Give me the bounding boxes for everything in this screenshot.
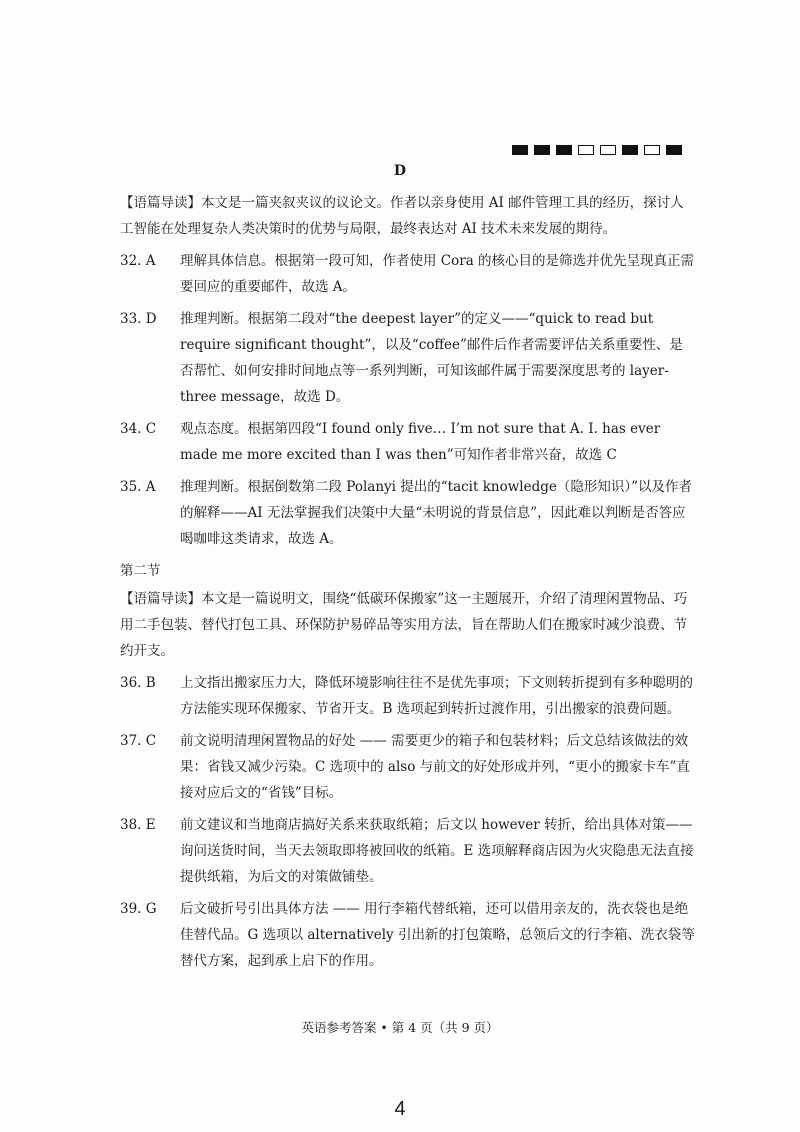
part-d-intro: 【语篇导读】本文是一篇夹叙夹议的议论文。作者以亲身使用 AI 邮件管理工具的经历，探讨人工智能在处理复杂人类决策时的优势与局限，最终表达对 AI 技术未来发展的期待。 — [120, 195, 684, 237]
page-footer: 英语参考答案 • 第 4 页（共 9 页） — [301, 1020, 499, 1035]
page-marker-strip — [512, 145, 682, 155]
question-36 — [120, 670, 695, 722]
question-explanation: 前文说明清理闲置物品的好处 —— 需要更少的箱子和包装材料；后文总结该做法的效果：省钱又减少污染。C 选项中的 also 与前文的好处形成并列，“更小的搬家卡车”直接对应后文的“省钱”目标。 — [180, 733, 690, 801]
question-38 — [120, 812, 695, 890]
question-explanation: 上文指出搬家压力大，降低环境影响往往不是优先事项；下文则转折提到有多种聪明的方法能实现环保搬家、节省开支。B 选项起到转折过渡作用，引出搬家的浪费问题。 — [180, 675, 693, 717]
question-explanation: 观点态度。根据第四段“I found only five… I’m not sure that A. I. has ever made me more excited than I was then”可知作者非常兴奋，故选 C — [180, 421, 661, 463]
marker-square — [600, 145, 616, 155]
section-heading: 第二节 — [120, 563, 161, 579]
answer-content — [120, 188, 695, 974]
question-37 — [120, 728, 695, 806]
marker-square — [622, 145, 638, 155]
page-number: 4 — [394, 1098, 406, 1120]
question-35 — [120, 474, 695, 552]
question-number: 34. C — [120, 421, 157, 437]
question-39 — [120, 896, 695, 974]
question-explanation: 推理判断。根据第二段对“the deepest layer”的定义——“quick to read but require significant thought”，以及“coffee”邮件后作者需要评估关系重要性、是否帮忙、如何安排时间地点等一系列判断，可知该邮件属于需要深度思考的 layer-three message，故选 D。 — [180, 311, 683, 405]
question-number: 35. A — [120, 479, 156, 495]
question-explanation: 推理判断。根据倒数第二段 Polanyi 提出的“tacit knowledge（隐形知识）”以及作者的解释——AI 无法掌握我们决策中大量“未明说的背景信息”，因此难以判断是否答应喝咖啡这类请求，故选 A。 — [180, 479, 693, 547]
question-32 — [120, 248, 695, 300]
marker-square — [556, 145, 572, 155]
marker-square — [578, 145, 594, 155]
question-number: 33. D — [120, 311, 157, 327]
question-number: 39. G — [120, 901, 157, 917]
question-33 — [120, 306, 695, 410]
question-number: 38. E — [120, 817, 156, 833]
section-letter: D — [393, 163, 407, 179]
question-number: 37. C — [120, 733, 157, 749]
marker-square — [512, 145, 528, 155]
question-number: 36. B — [120, 675, 156, 691]
marker-square — [644, 145, 660, 155]
question-explanation: 前文建议和当地商店搞好关系来获取纸箱；后文以 however 转折，给出具体对策——询问送货时间，当天去领取即将被回收的纸箱。E 选项解释商店因为火灾隐患无法直接提供纸箱，为后文的对策做铺垫。 — [180, 817, 694, 885]
question-explanation: 理解具体信息。根据第一段可知，作者使用 Cora 的核心目的是筛选并优先呈现真正需要回应的重要邮件，故选 A。 — [180, 253, 695, 295]
marker-square — [666, 145, 682, 155]
question-34 — [120, 416, 695, 468]
question-number: 32. A — [120, 253, 156, 269]
marker-square — [534, 145, 550, 155]
question-explanation: 后文破折号引出具体方法 —— 用行李箱代替纸箱，还可以借用亲友的，洗衣袋也是绝佳替代品。G 选项以 alternatively 引出新的打包策略，总领后文的行李箱、洗衣袋等替代方案，起到承上启下的作用。 — [180, 901, 695, 969]
part-two-intro: 【语篇导读】本文是一篇说明文，围绕“低碳环保搬家”这一主题展开，介绍了清理闲置物品、巧用二手包装、替代打包工具、环保防护易碎品等实用方法，旨在帮助人们在搬家时减少浪费、节约开支。 — [120, 591, 688, 659]
